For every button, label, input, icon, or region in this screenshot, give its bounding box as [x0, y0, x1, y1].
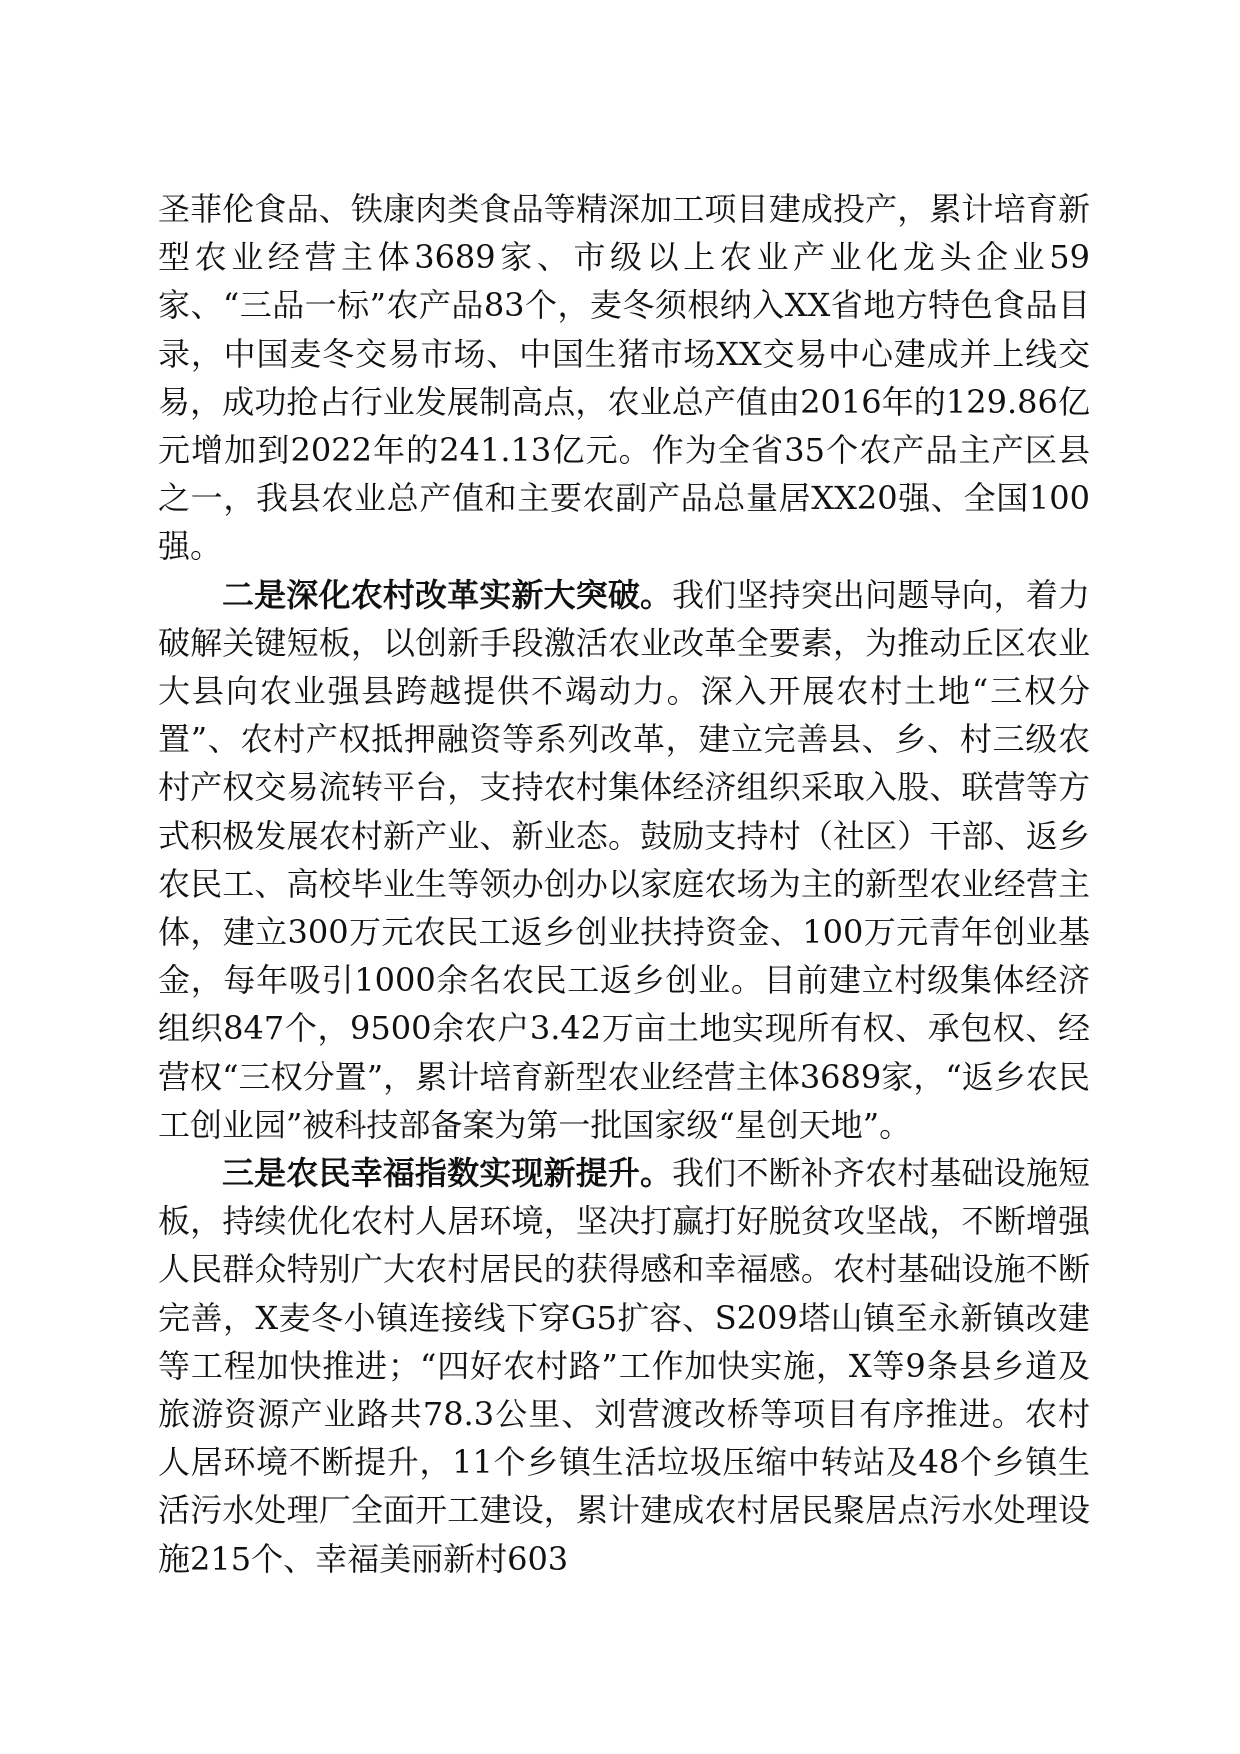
paragraph-rural-reform: [158, 571, 1090, 1149]
paragraph-body: 我们坚持突出问题导向，着力破解关键短板，以创新手段激活农业改革全要素，为推动丘区农业大县向农业强县跨越提供不竭动力。深入开展农村土地“三权分置”、农村产权抵押融资等系列改革，建立完善县、乡、村三级农村产权交易流转平台，支持农村集体经济组织采取入股、联营等方式积极发展农村新产业、新业态。鼓励支持村（社区）干部、返乡农民工、高校毕业生等领办创办以家庭农场为主的新型农业经营主体，建立300万元农民工返乡创业扶持资金、100万元青年创业基金，每年吸引1000余名农民工返乡创业。目前建立村级集体经济组织847个，9500余农户3.42万亩土地实现所有权、承包权、经营权“三权分置”，累计培育新型农业经营主体3689家，“返乡农民工创业园”被科技部备案为第一批国家级“星创天地”。: [158, 575, 1090, 1144]
paragraph-farmer-happiness: [158, 1149, 1090, 1583]
paragraph-continued: [158, 185, 1090, 571]
paragraph-body: 圣菲伦食品、铁康肉类食品等精深加工项目建成投产，累计培育新型农业经营主体3689家、市级以上农业产业化龙头企业59家、“三品一标”农产品83个，麦冬须根纳入XX省地方特色食品目录，中国麦冬交易市场、中国生猪市场XX交易中心建成并上线交易，成功抢占行业发展制高点，农业总产值由2016年的129.86亿元增加到2022年的241.13亿元。作为全省35个农产品主产区县之一，我县农业总产值和主要农副产品总量居XX20强、全国100强。: [158, 190, 1090, 566]
paragraph-lead: 二是深化农村改革实新大突破。: [222, 575, 673, 614]
paragraph-lead: 三是农民幸福指数实现新提升。: [222, 1154, 673, 1193]
paragraph-body: 我们不断补齐农村基础设施短板，持续优化农村人居环境，坚决打赢打好脱贫攻坚战，不断增强人民群众特别广大农村居民的获得感和幸福感。农村基础设施不断完善，X麦冬小镇连接线下穿G5扩容、S209塔山镇至永新镇改建等工程加快推进；“四好农村路”工作加快实施，X等9条县乡道及旅游资源产业路共78.3公里、刘营渡改桥等项目有序推进。农村人居环境不断提升，11个乡镇生活垃圾压缩中转站及48个乡镇生活污水处理厂全面开工建设，累计建成农村居民聚居点污水处理设施215个、幸福美丽新村603: [158, 1154, 1090, 1578]
